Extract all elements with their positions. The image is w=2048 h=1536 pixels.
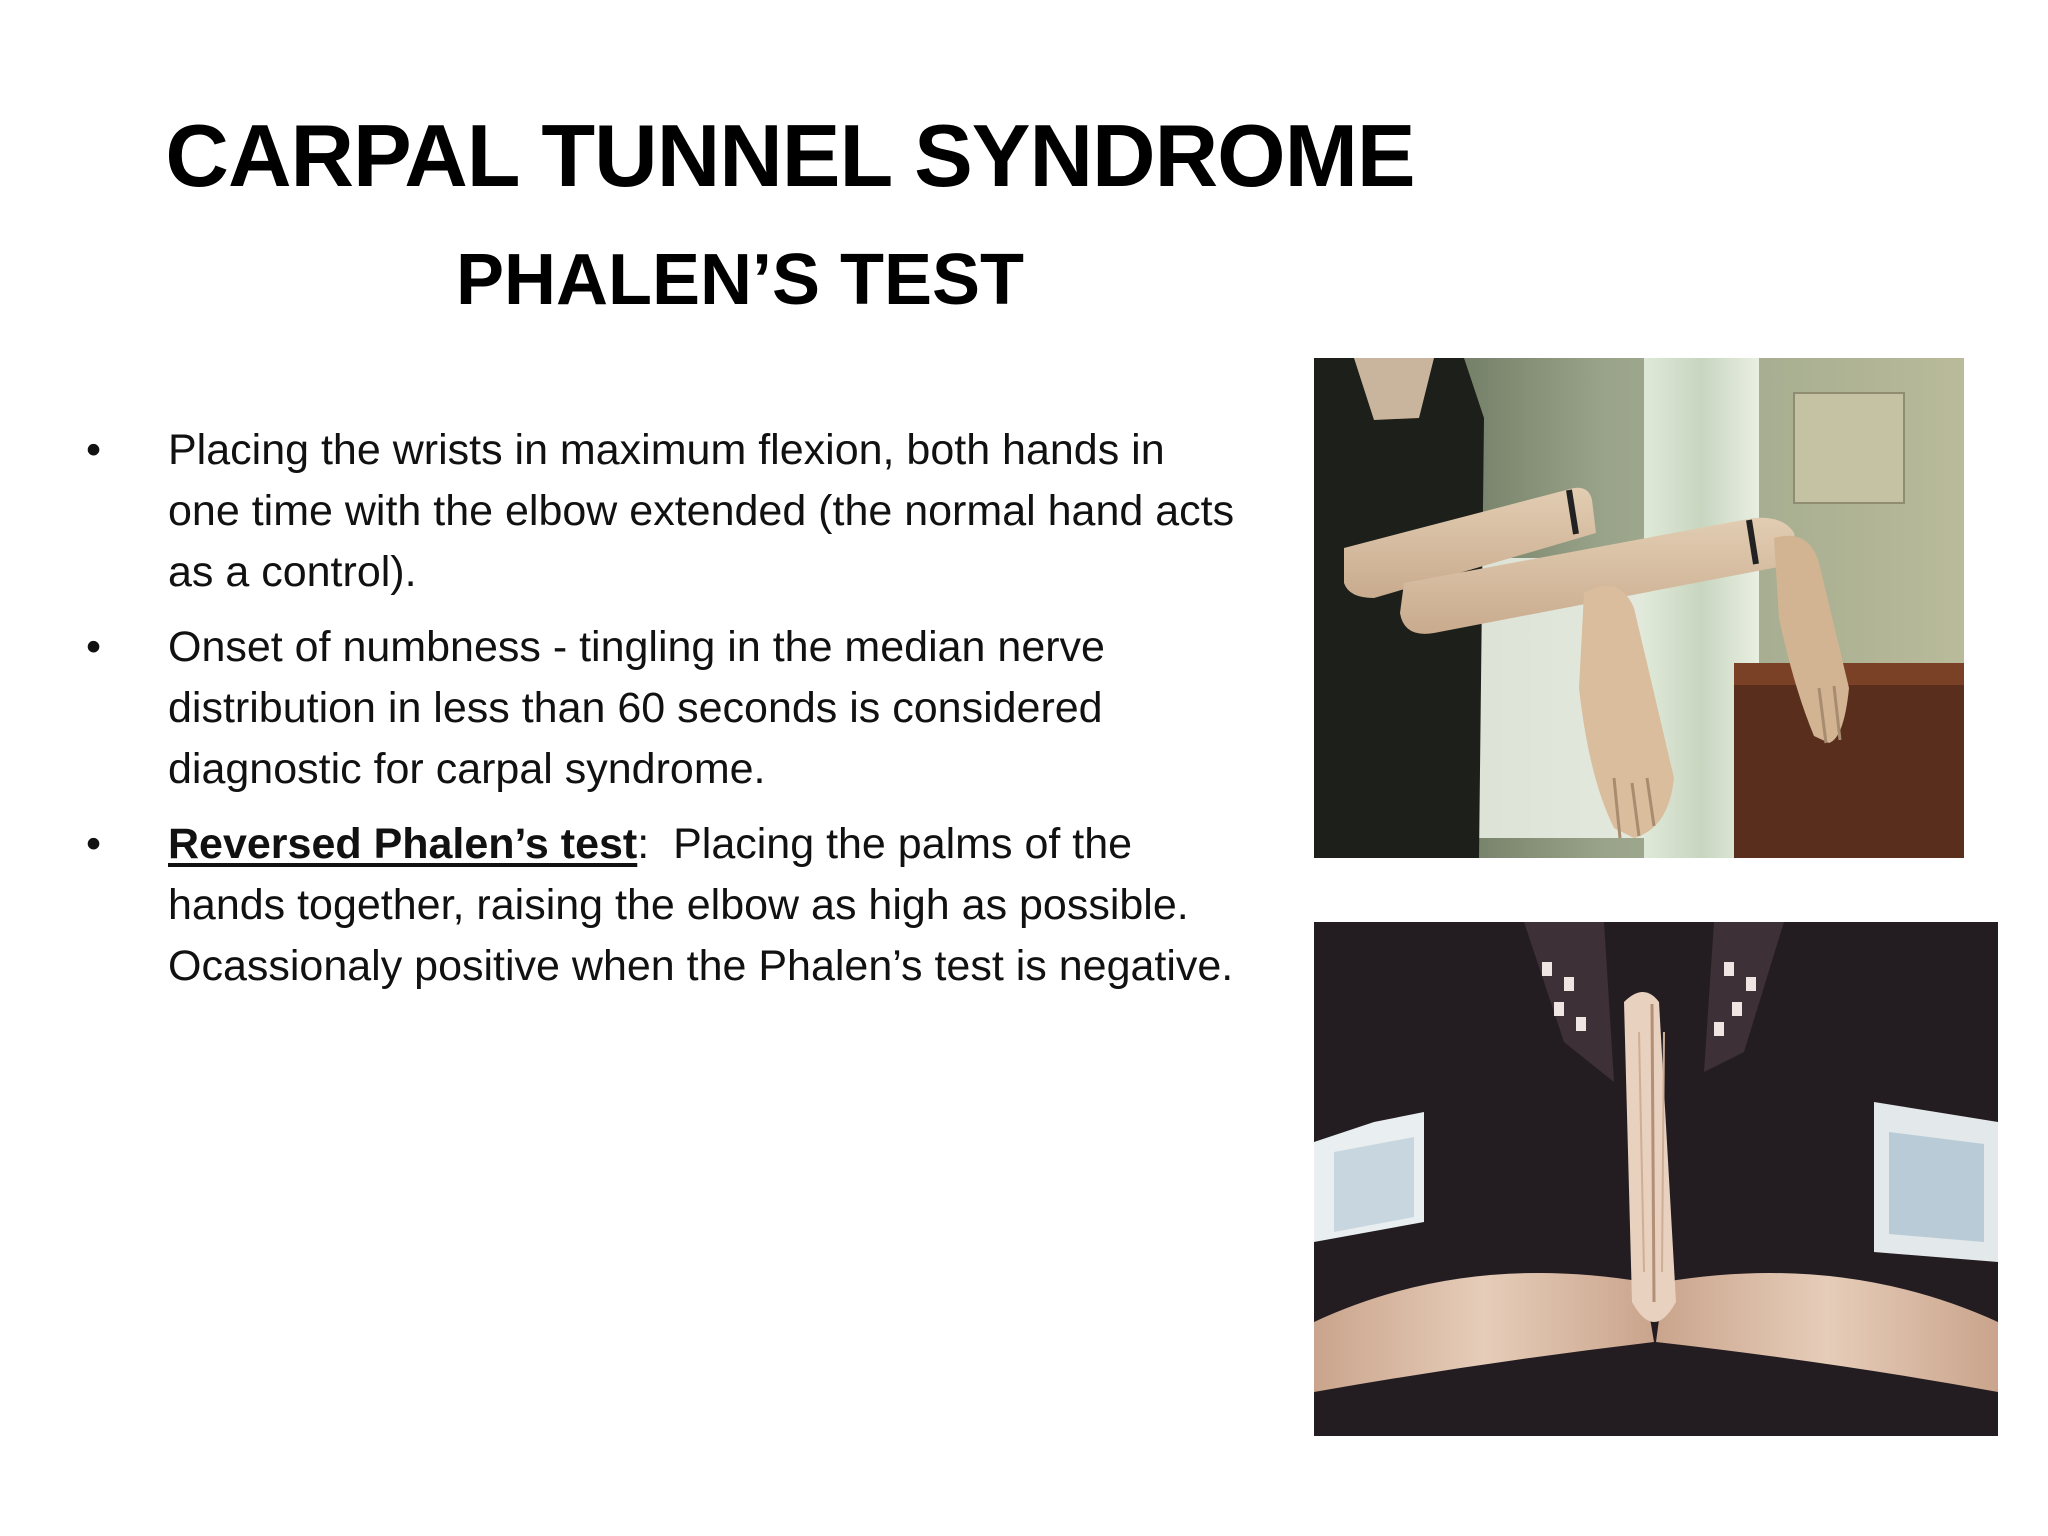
bullet-item: [80, 814, 1240, 997]
photo-reversed-phalens-test: [1314, 922, 1998, 1436]
bullet-marker: •: [86, 820, 102, 868]
bullet-item: [80, 617, 1240, 800]
bullet-item: [80, 420, 1240, 603]
bullet-marker: •: [86, 426, 102, 474]
bullet-list: [80, 420, 1240, 1011]
photo-phalens-test: [1314, 358, 1964, 858]
bullet-text: Placing the palms of the hands together, raising the elbow as high as possible. Ocassionaly positive when the Phalen’s test is negative.: [168, 820, 1234, 990]
bullet-marker: •: [86, 623, 102, 671]
photo-phalens-test-icon: [1314, 358, 1964, 858]
slide-title: CARPAL TUNNEL SYNDROME: [165, 106, 1415, 205]
bullet-text: Placing the wrists in maximum flexion, both hands in one time with the elbow extended (the normal hand acts as a control).: [168, 426, 1235, 596]
bullet-text: Onset of numbness - tingling in the median nerve distribution in less than 60 seconds is considered diagnostic for carpal syndrome.: [168, 623, 1105, 793]
bullet-term: Reversed Phalen’s test: [168, 820, 638, 868]
slide-subtitle: PHALEN’S TEST: [455, 240, 1025, 320]
term-separator: :: [637, 820, 674, 868]
photo-reversed-phalens-test-icon: [1314, 922, 1998, 1436]
